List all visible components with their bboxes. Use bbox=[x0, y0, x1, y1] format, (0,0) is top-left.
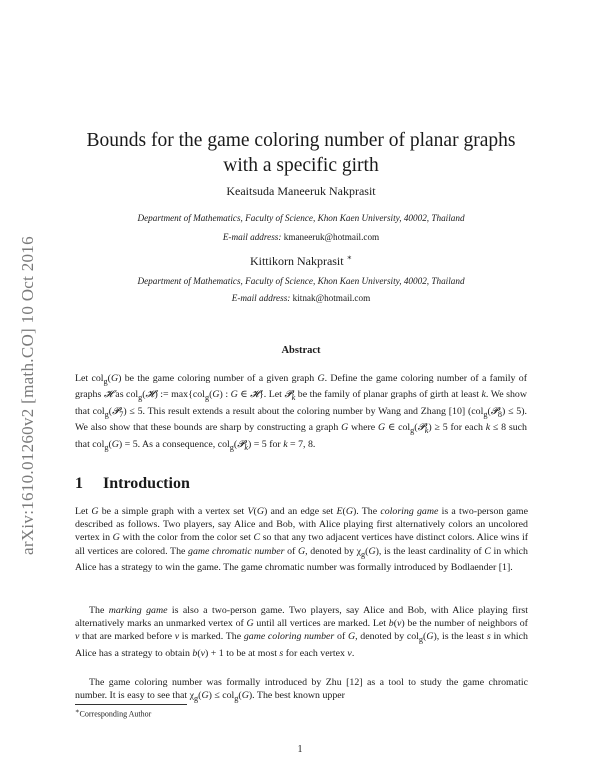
footnote bbox=[75, 707, 151, 719]
title-line-1: Bounds for the game coloring number of planar graphs bbox=[86, 130, 516, 151]
footnote-divider bbox=[75, 704, 187, 705]
intro-paragraph-2: The marking game is also a two-person game. Two players, say Alice and Bob, with Alice playing first alternatively marks an unmarked vertex of G until all vertices are marked. Let b(v) be the number of neighbors of v that are marked before v is marked. The game coloring number of G, denoted by col$_g$(G), is the least s in which Alice has a strategy to obtain b(v) + 1 to be at most s for each vertex v. bbox=[75, 605, 528, 659]
intro-paragraph-3: The game coloring number was formally introduced by Zhu [12] as a tool to study the game chromatic number. It is easy to see that $\chi_g(G) \le col_g(G)$. The best known upper bbox=[75, 677, 528, 704]
email-label: E-mail address: bbox=[231, 293, 291, 303]
paper-title bbox=[70, 128, 532, 178]
abstract-heading: Abstract bbox=[281, 345, 321, 356]
section-number: 1 bbox=[75, 475, 83, 492]
section-heading-introduction bbox=[75, 475, 190, 493]
email-label: E-mail address: bbox=[222, 232, 282, 242]
author-1-email-line bbox=[70, 232, 532, 242]
footnote-text: Corresponding Author bbox=[79, 709, 152, 719]
author-2-name: Kittikorn Nakprasit bbox=[249, 254, 344, 268]
author-2-email: kitnak@hotmail.com bbox=[292, 293, 371, 303]
author-1-email: kmaneeruk@hotmail.com bbox=[283, 232, 380, 242]
abstract-body: Let col$_g$(G) be the game coloring number of a given graph G. Define the game coloring number of a family of graphs 𝓗 as col$_g$(𝓗) := max{col$_g$(G) : G ∈ 𝓗}. Let 𝓟$_k$ be the family of planar graphs of girth at least k. We show that col$_g$(𝓟$_7$) ≤ 5. This result extends a result about the coloring number by Wang and Zhang [10] (col$_g$(𝓟$_8$) ≤ 5). We also show that these bounds are sharp by constructing a graph G where G ∈ col$_g$(𝓟$_k$) ≥ 5 for each k ≤ 8 such that col$_g$(G) = 5. As a consequence, col$_g$(𝓟$_k$) = 5 for k = 7, 8. bbox=[75, 373, 527, 452]
footnote-marker: ∗ bbox=[75, 708, 80, 715]
page-number: 1 bbox=[297, 744, 303, 755]
arxiv-identifier: arXiv:1610.01260v2 [math.CO] 10 Oct 2016 bbox=[18, 236, 37, 555]
title-line-2: with a specific girth bbox=[223, 155, 379, 176]
corresponding-marker: ∗ bbox=[346, 253, 353, 262]
intro-paragraph-1: Let G be a simple graph with a vertex set V(G) and an edge set E(G). The coloring game is a two-person game described as follows. Two players, say Alice and Bob, with Alice playing first alternatively colors an uncolored vertex in G with the color from the color set C so that any two adjacent vertices have distinct colors. Alice wins if all vertices are colored. The game chromatic number of G, denoted by $\chi_g(G)$, is the least cardinality of C in which Alice has a strategy to win the game. The game chromatic number was formally introduced by Bodlaender [1]. bbox=[75, 506, 528, 573]
author-2-email-line bbox=[70, 293, 532, 303]
author-2-affiliation: Department of Mathematics, Faculty of Science, Khon Kaen University, 40002, Thailand bbox=[137, 276, 465, 286]
author-1-name: Keaitsuda Maneeruk Nakprasit bbox=[226, 184, 376, 198]
author-1-affiliation: Department of Mathematics, Faculty of Science, Khon Kaen University, 40002, Thailand bbox=[137, 213, 465, 223]
author-2-name-line bbox=[70, 253, 532, 269]
section-title: Introduction bbox=[103, 475, 190, 492]
